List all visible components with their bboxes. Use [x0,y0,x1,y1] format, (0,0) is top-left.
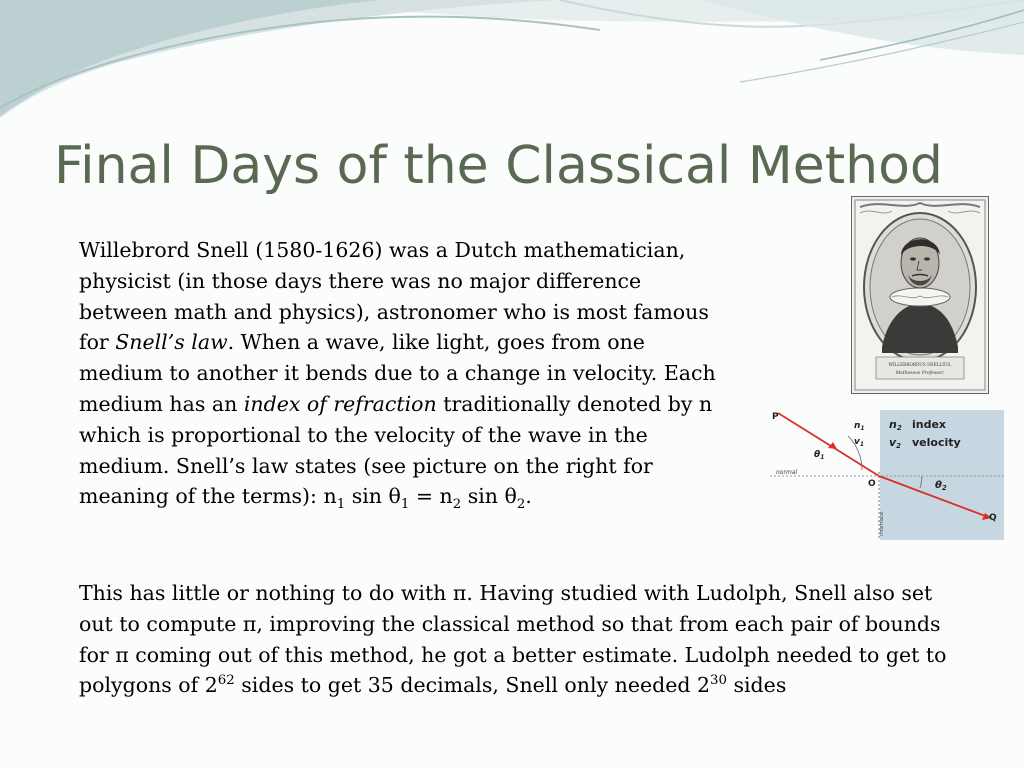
text-line: for π coming out of this method, he got a better estimate. Ludolph needed to get to [79,642,947,667]
portrait-caption-line1: WILLEBRORDUS SNELLIUS, [888,362,952,367]
paragraph-pi-computation [79,578,1009,701]
text-run: . [525,484,532,509]
slide-title: Final Days of the Classical Method [54,136,943,196]
subscript: 1 [336,497,346,513]
text-run: polygons of 2 [79,673,218,698]
text-run: sides [726,673,787,698]
text-line: physicist (in those days there was no major difference [79,268,642,293]
text-line: out to compute π, improving the classical method so that from each pair of bounds [79,611,941,636]
text-run: meaning of the terms): n [79,484,337,509]
text-run: sin θ [345,484,401,509]
subscript: 2 [452,497,462,513]
text-line [79,670,1009,701]
label-theta2: $\theta_2$ [935,480,947,492]
superscript: 62 [217,673,235,689]
refraction-diagram [762,404,1006,542]
subscript: 2 [516,497,526,513]
text-line: This has little or nothing to do with π. Having studied with Ludolph, Snell also set [79,581,933,605]
label-o: O [868,479,876,489]
text-line: medium. Snell’s law states (see picture on the right for [79,453,653,478]
label-p: P [772,412,779,422]
text-line [79,327,759,358]
text-run: traditionally denoted by n [436,391,713,416]
label-v1: $v_1$ [854,437,865,448]
label-interface: interface [879,511,885,536]
text-line: which is proportional to the velocity of the wave in the [79,422,648,447]
text-line: Willebrord Snell (1580-1626) was a Dutch mathematician, [79,238,686,262]
snell-portrait-image [851,196,989,394]
superscript: 30 [710,673,727,689]
label-velocity: velocity [912,436,961,449]
paragraph-snell-bio [79,235,759,512]
snells-law-emphasis: Snell’s law [115,330,228,355]
label-v2: v2 [889,436,902,450]
label-n2: n2 [889,418,902,432]
portrait-caption-line2: Matheseos Professor. [895,371,945,376]
text-run: = n [409,484,453,509]
label-index: index [912,418,947,431]
text-line: medium to another it bends due to a change in velocity. Each [79,361,716,386]
snells-law-formula-line [79,481,759,512]
label-normal: normal [776,469,798,476]
top-wave-decoration [0,0,1024,130]
label-n1: $n_1$ [854,421,865,432]
text-run: for [79,330,116,355]
text-run: sin θ [461,484,517,509]
text-run: medium has an [79,391,244,416]
text-line: between math and physics), astronomer who is most famous [79,299,709,324]
label-q: Q [989,513,997,523]
text-run: . When a wave, like light, goes from one [227,330,645,355]
portrait-engraving [852,197,988,393]
index-of-refraction-emphasis: index of refraction [243,391,437,416]
text-run: sides to get 35 decimals, Snell only needed 2 [234,673,711,698]
text-line [79,389,759,420]
label-theta1: $\theta_1$ [814,450,825,461]
subscript: 1 [400,497,410,513]
